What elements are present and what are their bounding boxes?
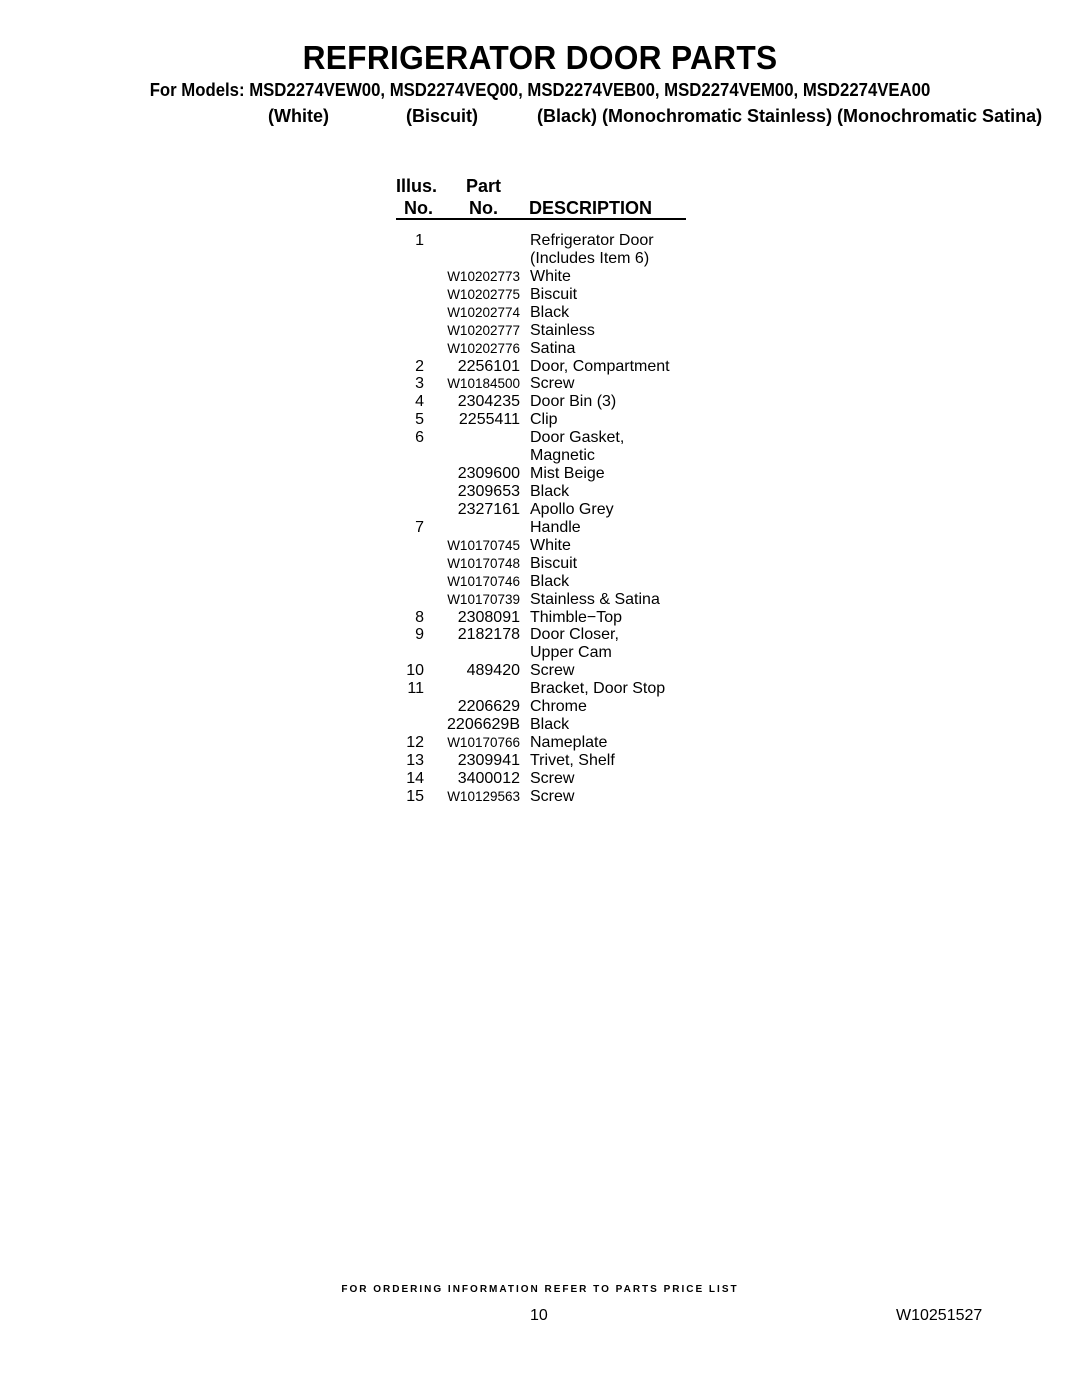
part-description: Black — [530, 303, 570, 321]
illus-number: 15 — [406, 787, 424, 805]
part-description: Nameplate — [530, 734, 608, 752]
table-row — [0, 501, 1080, 519]
part-number: W10202773 — [447, 268, 520, 284]
part-description: Door Bin (3) — [530, 393, 617, 411]
illus-number: 12 — [406, 734, 424, 752]
table-row — [0, 447, 1080, 465]
part-number: 2255411 — [458, 411, 520, 429]
illus-header-line2: No. — [404, 198, 433, 218]
part-number: 2309600 — [457, 465, 520, 483]
table-row — [0, 250, 1080, 268]
table-row — [0, 537, 1080, 555]
part-number: 2256101 — [457, 357, 520, 375]
part-number: W10170739 — [447, 591, 520, 607]
part-number: 2304235 — [457, 393, 520, 411]
part-description: Mist Beige — [530, 465, 605, 483]
part-number: 489420 — [466, 662, 520, 680]
table-row — [0, 322, 1080, 340]
page-number: 10 — [530, 1307, 548, 1324]
part-number: W10129563 — [447, 788, 520, 804]
table-row — [0, 788, 1080, 806]
table-row — [0, 609, 1080, 627]
table-row — [0, 393, 1080, 411]
table-row — [0, 591, 1080, 609]
part-number: 2309653 — [457, 483, 520, 501]
part-description: Satina — [530, 339, 576, 357]
illus-number: 7 — [415, 518, 424, 536]
table-row — [0, 268, 1080, 286]
table-row — [0, 465, 1080, 483]
illus-number: 1 — [415, 232, 424, 249]
illus-number: 5 — [415, 411, 424, 429]
part-description: Handle — [530, 518, 581, 536]
table-row — [0, 304, 1080, 322]
page-title: REFRIGERATOR DOOR PARTS — [302, 39, 778, 76]
table-row — [0, 734, 1080, 752]
illus-number: 4 — [415, 393, 424, 411]
table-row — [0, 232, 1080, 250]
part-description: Stainless & Satina — [530, 590, 660, 608]
part-number: W10202775 — [447, 286, 520, 302]
table-row — [0, 429, 1080, 447]
models-line: For Models: MSD2274VEW00, MSD2274VEQ00, MSD2274VEB00, MSD2274VEM00, MSD2274VEA00 — [149, 80, 931, 100]
part-description: Clip — [530, 411, 558, 429]
table-row — [0, 698, 1080, 716]
illus-number: 11 — [407, 680, 424, 698]
table-row — [0, 644, 1080, 662]
illus-number: 8 — [415, 608, 424, 626]
illus-header-line1: Illus. — [396, 176, 438, 196]
illus-number: 13 — [406, 751, 424, 769]
table-row — [0, 519, 1080, 537]
document-number: W10251527 — [896, 1307, 983, 1324]
part-number: 3400012 — [457, 769, 520, 787]
part-description: Door Closer, — [530, 626, 619, 644]
color-label-other: (Black) (Monochromatic Stainless) (Monochromatic Satina) — [537, 106, 1043, 126]
table-row — [0, 375, 1080, 393]
part-description: Biscuit — [530, 554, 578, 572]
illus-number: 6 — [415, 429, 424, 447]
part-description: Screw — [530, 662, 575, 680]
table-row — [0, 716, 1080, 734]
part-description: Thimble−Top — [530, 608, 623, 626]
part-description: Screw — [530, 375, 575, 393]
table-row — [0, 286, 1080, 304]
part-description: Screw — [530, 787, 575, 805]
table-row — [0, 483, 1080, 501]
part-description: White — [530, 267, 571, 285]
part-description: Black — [530, 572, 570, 590]
part-description: Black — [530, 483, 570, 501]
part-description: Chrome — [530, 698, 587, 716]
table-row — [0, 680, 1080, 698]
part-description: (Includes Item 6) — [530, 249, 650, 267]
part-number: W10170745 — [447, 537, 520, 553]
part-description: Refrigerator Door — [530, 232, 654, 249]
illus-number: 2 — [415, 357, 424, 375]
part-description: Upper Cam — [530, 644, 612, 662]
illus-number: 14 — [406, 769, 424, 787]
part-description: Door, Compartment — [530, 357, 670, 375]
ordering-note: FOR ORDERING INFORMATION REFER TO PARTS PRICE LIST — [341, 1284, 739, 1295]
table-row — [0, 770, 1080, 788]
table-row — [0, 358, 1080, 376]
part-header-line1: Part — [466, 176, 502, 196]
part-number: 2182178 — [457, 626, 520, 644]
part-number: 2308091 — [457, 608, 520, 626]
part-header-line2: No. — [469, 198, 498, 218]
illus-number: 10 — [406, 662, 424, 680]
illus-number: 9 — [415, 626, 424, 644]
part-description: Door Gasket, — [530, 429, 625, 447]
part-number: 2206629B — [447, 716, 520, 734]
part-number: W10170746 — [447, 573, 520, 589]
part-description: Trivet, Shelf — [530, 751, 615, 769]
part-description: Stainless — [530, 321, 595, 339]
table-row — [0, 555, 1080, 573]
part-description: Screw — [530, 769, 575, 787]
description-header: DESCRIPTION — [529, 198, 653, 218]
color-label-biscuit: (Biscuit) — [406, 106, 478, 126]
table-row — [0, 340, 1080, 358]
part-description: White — [530, 536, 571, 554]
part-description: Apollo Grey — [530, 500, 614, 518]
color-label-white: (White) — [268, 106, 329, 126]
part-description: Bracket, Door Stop — [530, 680, 666, 698]
part-description: Biscuit — [530, 285, 578, 303]
header-rule — [396, 218, 686, 220]
part-description: Black — [530, 716, 570, 734]
part-number: 2327161 — [457, 500, 520, 518]
part-number: W10202777 — [447, 322, 520, 338]
part-description: Magnetic — [530, 447, 595, 465]
table-row — [0, 411, 1080, 429]
part-number: W10184500 — [447, 376, 520, 392]
part-number: W10202774 — [447, 304, 520, 320]
table-row — [0, 626, 1080, 644]
table-row — [0, 662, 1080, 680]
part-number: W10170766 — [447, 735, 520, 751]
part-number: W10202776 — [447, 340, 520, 356]
table-row — [0, 573, 1080, 591]
table-row — [0, 752, 1080, 770]
part-number: 2309941 — [457, 751, 520, 769]
illus-number: 3 — [415, 375, 424, 393]
part-number: 2206629 — [457, 698, 520, 716]
part-number: W10170748 — [447, 555, 520, 571]
